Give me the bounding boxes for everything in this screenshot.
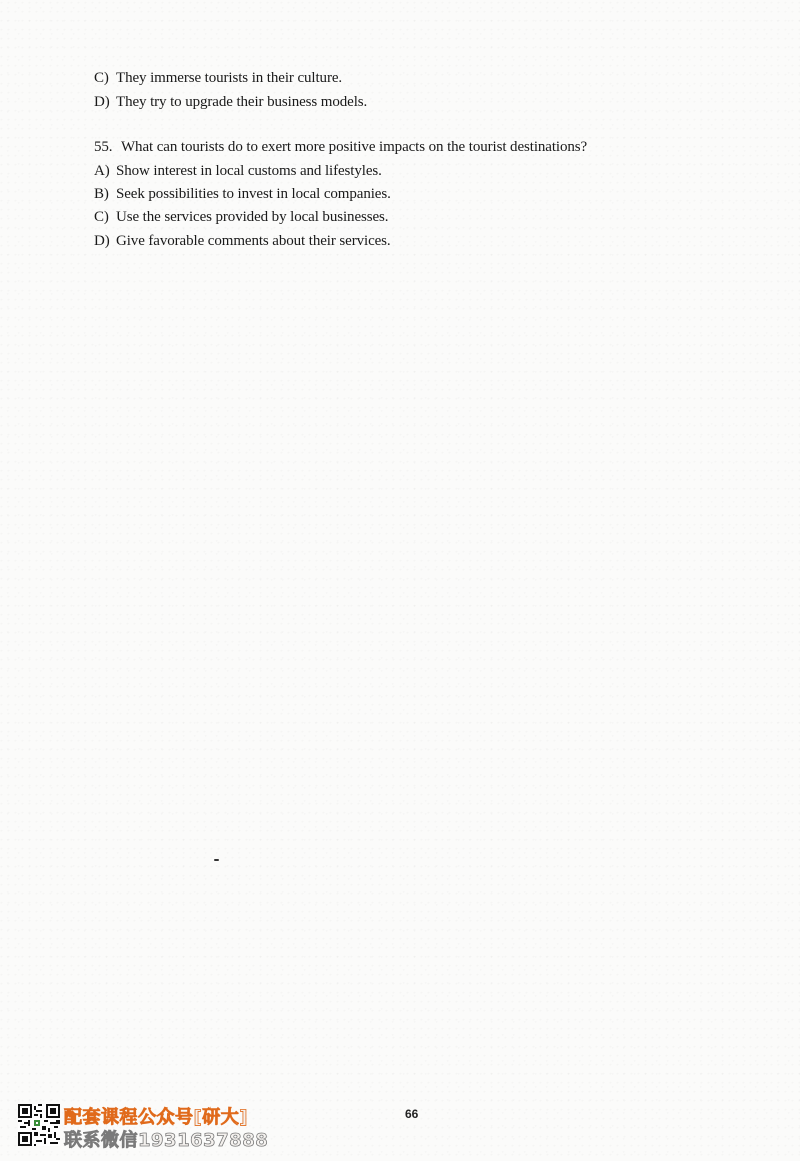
question-text: What can tourists do to exert more positive impacts on the tourist destinations? — [121, 139, 588, 155]
option-text: Use the services provided by local businesses. — [116, 209, 389, 225]
prev-option-d — [94, 92, 367, 112]
question-55-stem — [94, 137, 587, 157]
question-55-option-d — [94, 231, 391, 251]
prev-option-c — [94, 68, 342, 88]
option-text: They try to upgrade their business models. — [116, 94, 368, 110]
option-text: Give favorable comments about their services. — [116, 233, 391, 249]
option-letter: D) — [94, 94, 110, 110]
question-55-option-c — [94, 207, 388, 227]
option-letter: C) — [94, 70, 109, 86]
option-text: They immerse tourists in their culture. — [116, 70, 343, 86]
qr-code-icon — [18, 1104, 60, 1146]
option-letter: D) — [94, 233, 110, 249]
question-55-option-a — [94, 161, 382, 181]
scan-speck — [214, 859, 219, 861]
option-text: Show interest in local customs and lifestyles. — [116, 163, 382, 179]
question-number: 55. — [94, 139, 113, 155]
option-letter: C) — [94, 209, 109, 225]
option-text: Seek possibilities to invest in local companies. — [116, 186, 391, 202]
watermark-line-1: 配套课程公众号[研大] — [64, 1107, 248, 1128]
option-letter: A) — [94, 163, 110, 179]
watermark-line-2: 联系微信1931637888 — [64, 1130, 269, 1151]
question-55-option-b — [94, 184, 391, 204]
option-letter: B) — [94, 186, 109, 202]
page-number: 66 — [405, 1107, 419, 1121]
